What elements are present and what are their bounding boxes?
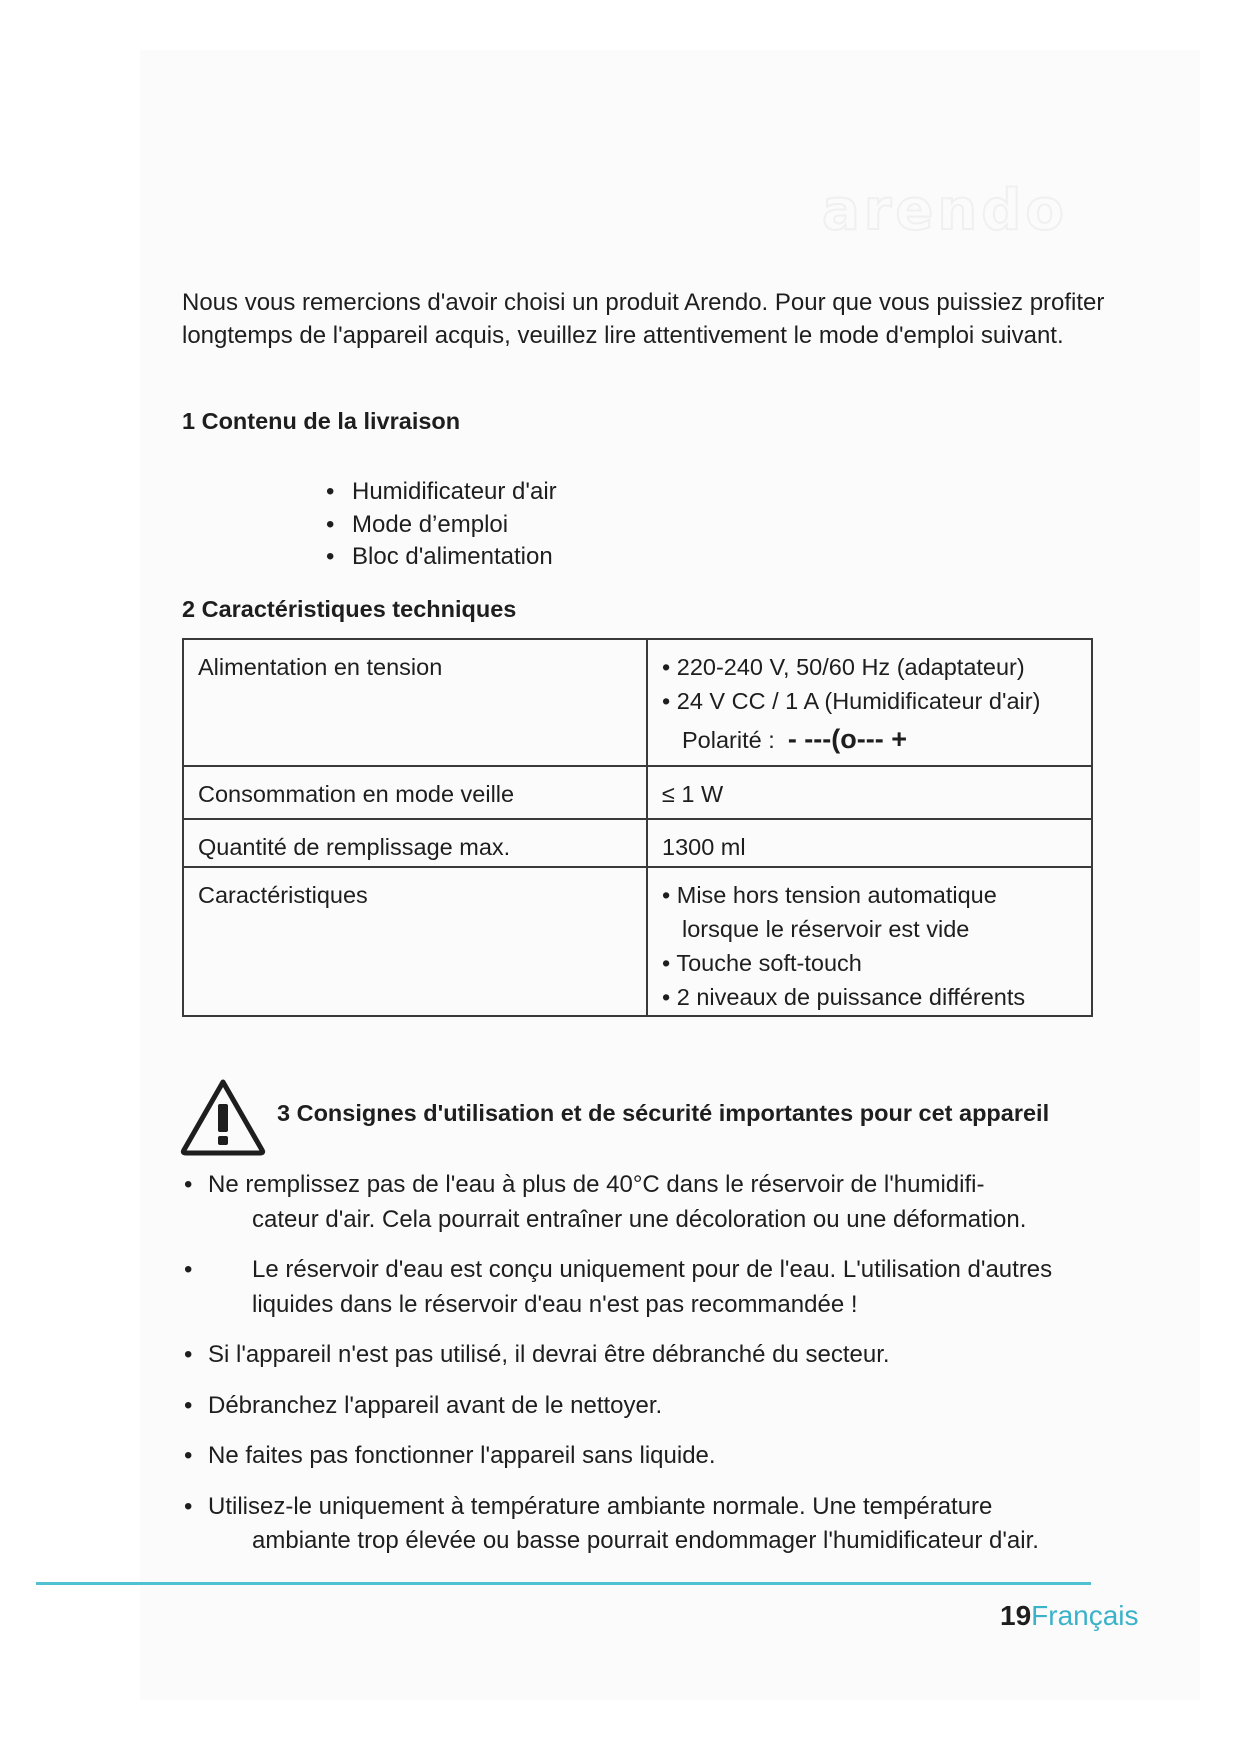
table-row xyxy=(183,766,1092,819)
spec-value: ≤ 1 W xyxy=(647,766,1092,819)
instruction-text: Utilisez-le uniquement à température ambiante normale. Une température xyxy=(208,1492,993,1520)
spec-value-line: • Touche soft-touch xyxy=(662,950,862,976)
instruction-continuation: cateur d'air. Cela pourrait entraîner une décoloration ou une déformation. xyxy=(252,1205,1027,1233)
footer-language: Français xyxy=(1031,1600,1139,1631)
list-item xyxy=(182,1168,1102,1237)
spec-label: Alimentation en tension xyxy=(183,639,647,766)
list-item xyxy=(182,1490,1102,1559)
list-item xyxy=(182,1338,1102,1373)
spec-value-line: • 2 niveaux de puissance différents xyxy=(662,984,1026,1010)
section3-heading: 3 Consignes d'utilisation et de sécurité importantes pour cet appareil xyxy=(277,1100,1050,1126)
instruction-text: Ne remplissez pas de l'eau à plus de 40°C dans le réservoir de l'humidifi- xyxy=(208,1171,985,1198)
section2-heading: 2 Caractéristiques techniques xyxy=(182,596,517,622)
specifications-table xyxy=(182,638,1093,1017)
section1-heading: 1 Contenu de la livraison xyxy=(182,408,461,434)
list-item: • Mode d’emploi xyxy=(326,509,557,542)
spec-value xyxy=(647,867,1092,1016)
spec-value xyxy=(647,639,1092,766)
instruction-text: Si l'appareil n'est pas utilisé, il devrai être débranché du secteur. xyxy=(208,1341,890,1368)
table-row xyxy=(183,867,1092,1016)
list-item xyxy=(182,1389,1102,1424)
instruction-continuation: ambiante trop élevée ou basse pourrait endommager l'humidificateur d'air. xyxy=(252,1527,1039,1554)
spec-value-line: • 24 V CC / 1 A (Humidificateur d'air) xyxy=(662,688,1041,714)
spec-label: Quantité de remplissage max. xyxy=(183,819,647,867)
warning-triangle-icon xyxy=(180,1078,266,1156)
footer-divider xyxy=(36,1582,1091,1585)
instruction-continuation: • Le réservoir d'eau est conçu uniquement pour de l'eau. L'utilisation d'autres liquides dans le réservoir d'eau n'est pas recommandée ! xyxy=(252,1256,1053,1318)
spec-label: Consommation en mode veille xyxy=(183,766,647,819)
spec-value-line: • 220-240 V, 50/60 Hz (adaptateur) xyxy=(662,654,1025,680)
table-row xyxy=(183,639,1092,766)
instruction-text: Ne faites pas fonctionner l'appareil sans liquide. xyxy=(208,1442,716,1469)
intro-paragraph: Nous vous remercions d'avoir choisi un produit Arendo. Pour que vous puissiez profiter longtemps de l'appareil acquis, veuillez lire attentivement le mode d'emploi suivant. xyxy=(182,289,1105,349)
brand-logo-watermark: arendo xyxy=(822,178,1068,243)
delivery-list xyxy=(326,476,557,574)
spec-value-line: lorsque le réservoir est vide xyxy=(682,916,970,942)
polarity-line xyxy=(662,722,1077,757)
polarity-symbol: - ---(o--- + xyxy=(787,724,908,754)
page-number: 19 xyxy=(1000,1600,1032,1631)
spec-value: 1300 ml xyxy=(647,819,1092,867)
page-footer xyxy=(1000,1596,1139,1636)
safety-instructions-list xyxy=(182,1168,1102,1575)
list-item xyxy=(182,1439,1102,1474)
spec-label: Caractéristiques xyxy=(183,867,647,1016)
list-item: • Bloc d'alimentation xyxy=(326,541,557,574)
spec-value-line: • Mise hors tension automatique xyxy=(662,882,997,908)
instruction-text: Débranchez l'appareil avant de le nettoyer. xyxy=(208,1391,663,1419)
list-item xyxy=(182,1253,1102,1322)
polarity-label: Polarité : xyxy=(682,727,775,753)
table-row xyxy=(183,819,1092,867)
list-item: • Humidificateur d'air xyxy=(326,476,557,509)
